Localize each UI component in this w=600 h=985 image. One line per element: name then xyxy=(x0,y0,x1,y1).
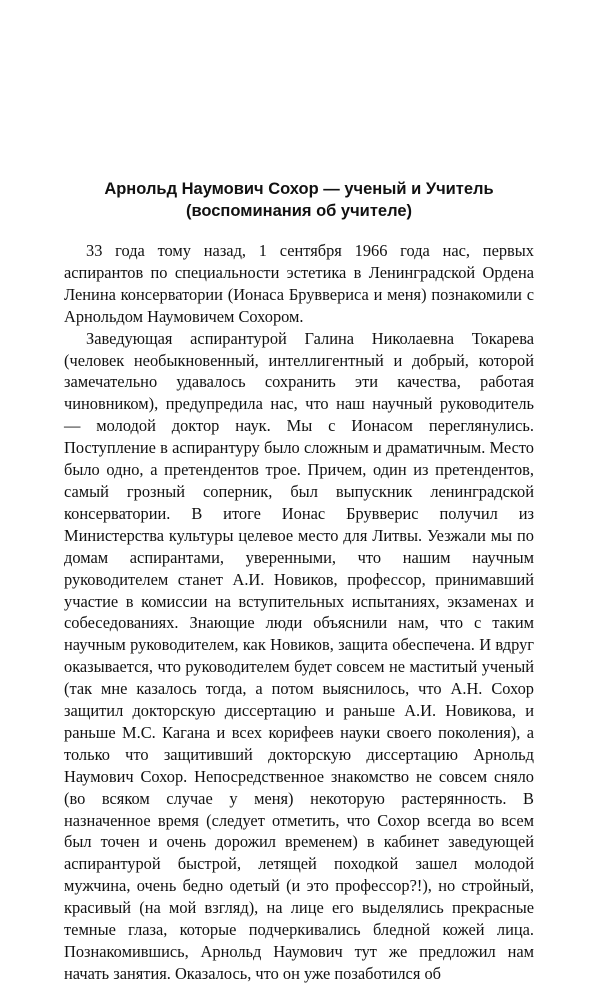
article-title xyxy=(64,178,534,222)
article-body xyxy=(64,240,534,985)
title-line-2: (воспоминания об учителе) xyxy=(185,202,413,220)
title-line-1: Арнольд Наумович Сохор — ученый и Учитель xyxy=(104,180,494,198)
paragraph-1: 33 года тому назад, 1 сентября 1966 года нас, первых аспирантов по специальности эстетика в Ленинградской Ордена Ленина консерватории (Ионаса Бруввериса и меня) познакомили с Арнольдом Наумовичем Сохором. xyxy=(64,241,534,326)
paragraph-2: Заведующая аспирантурой Галина Николаевна Токарева (человек необыкновенный, интеллигентный и добрый, которой замечательно удавалось сохранить эти качества, работая чиновником), предупредила нас, что наш научный руководитель — молодой доктор наук. Мы с Ионасом переглянулись. Поступление в аспирантуру было сложным и драматичным. Место было одно, а претендентов трое. Причем, один из претендентов, самый грозный соперник, был выпускник ленинградской консерватории. В итоге Ионас Брувверис получил из Министерства культуры целевое место для Литвы. Уезжали мы по домам аспирантами, уверенными, что нашим научным руководителем станет А.И. Новиков, профессор, принимавший участие в комиссии на вступительных испытаниях, экзаменах и собеседованиях. Знающие люди объяснили нам, что с таким научным руководителем, как Новиков, защита обеспечена. И вдруг оказывается, что руководителем будет совсем не маститый ученый (так мне казалось тогда, а потом выяснилось, что А.Н. Сохор защитил докторскую диссертацию и раньше А.И. Новикова, и раньше М.С. Кагана и всех корифеев науки своего поколения), а только что защитивший докторскую диссертацию Арнольд Наумович Сохор. Непосредственное знакомство не совсем сняло (во всяком случае у меня) некоторую растерянность. В назначенное время (следует отметить, что Сохор всегда во всем был точен и очень дорожил временем) в кабинет заведующей аспирантурой быстрой, летящей походкой зашел молодой мужчина, очень бедно одетый (и это профессор?!), но стройный, красивый (на мой взгляд), на лице его выделялись прекрасные темные глаза, которые подчеркивались бледной кожей лица. Познакомившись, Арнольд Наумович тут же предложил нам начать занятия. Оказалось, что он уже позаботился об xyxy=(64,328,534,983)
